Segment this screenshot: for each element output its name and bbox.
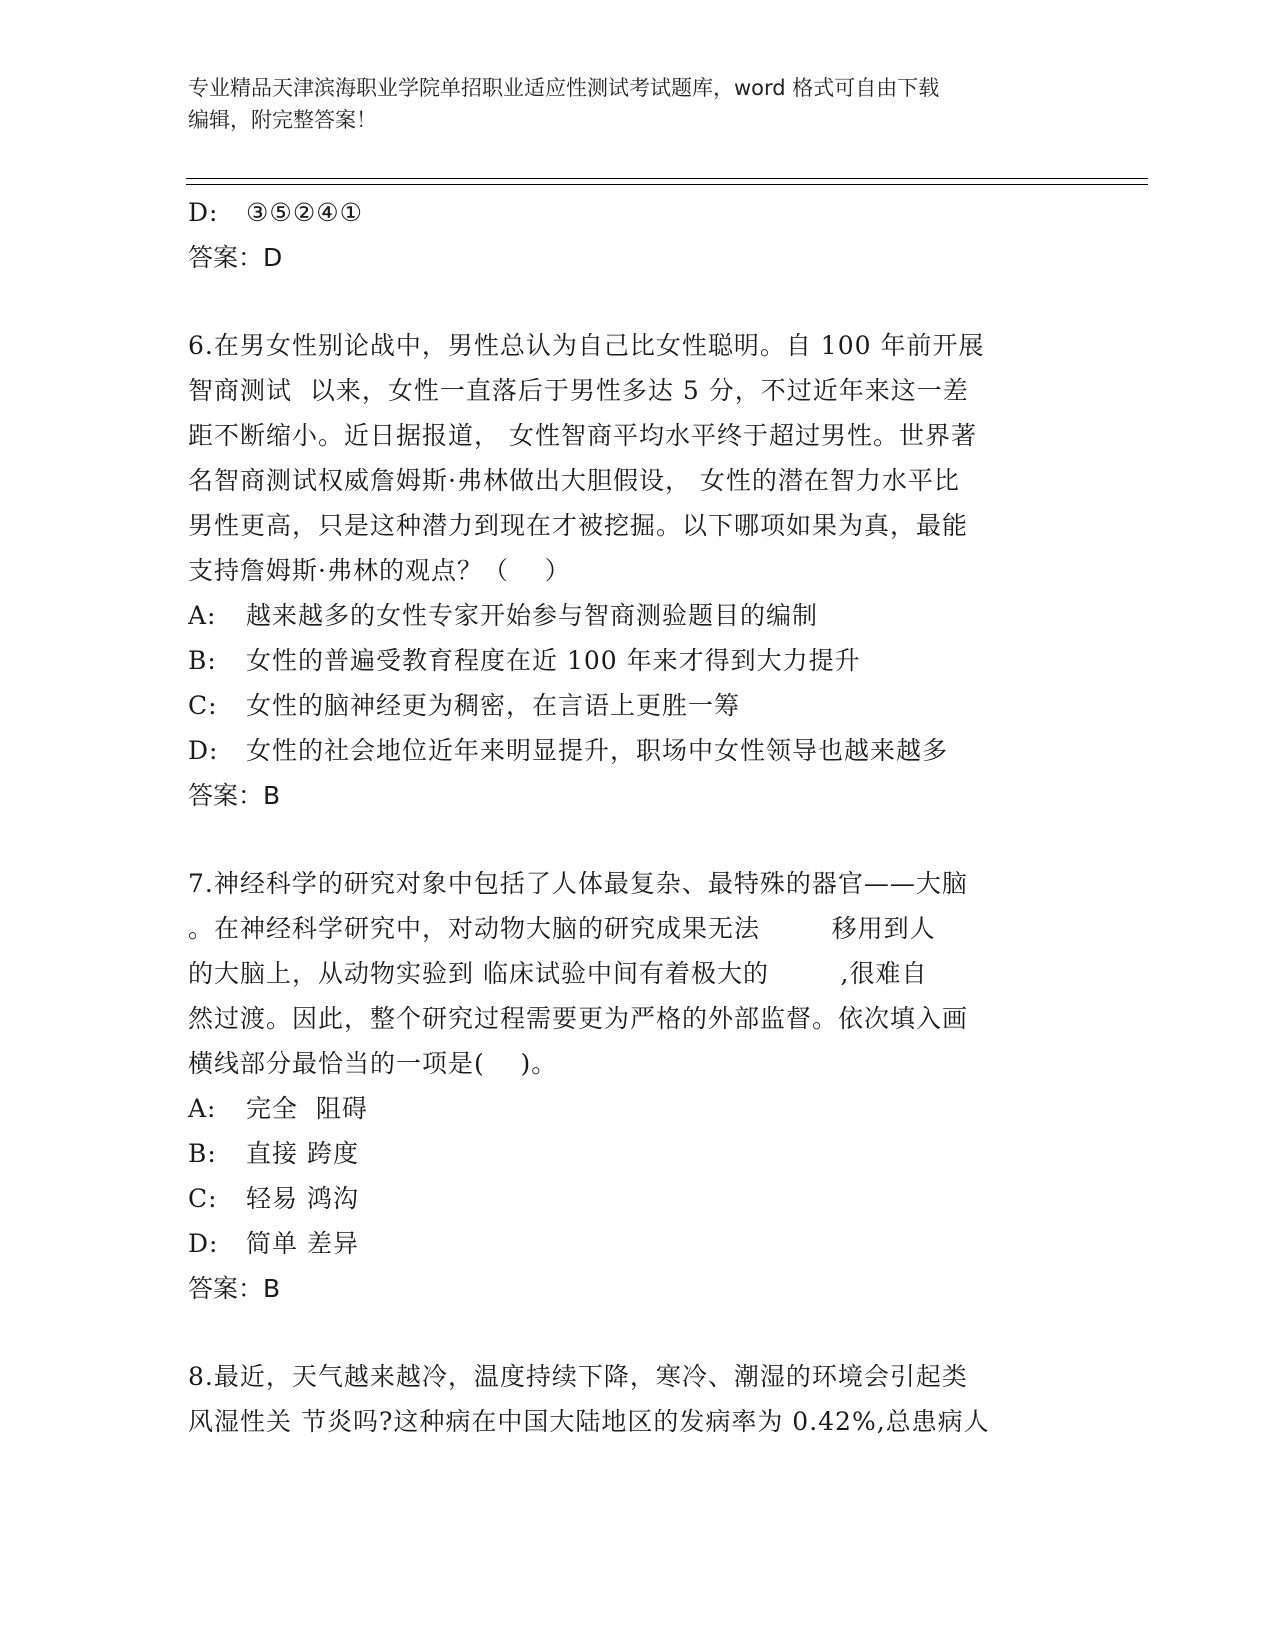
q6-line: 距不断缩小。近日据报道， 女性智商平均水平终于超过男性。世界著 bbox=[188, 421, 977, 450]
q6-line: 支持詹姆斯·弗林的观点？（ ） bbox=[188, 556, 571, 585]
option-label: D: bbox=[188, 198, 219, 227]
q5-answer: 答案：D bbox=[188, 243, 283, 272]
q7-option-b bbox=[188, 1131, 1088, 1176]
header-divider-top bbox=[186, 178, 1148, 179]
q6-line: 名智商测试权威詹姆斯·弗林做出大胆假设， 女性的潜在智力水平比 bbox=[188, 466, 960, 495]
q7-line: 然过渡。因此，整个研究过程需要更为严格的外部监督。依次填入画 bbox=[188, 1004, 969, 1033]
option-label: D: bbox=[188, 1229, 219, 1258]
page-header bbox=[188, 72, 1088, 136]
question-content bbox=[188, 190, 1088, 1444]
q6-line: 6.在男女性别论战中，男性总认为自己比女性聪明。自 100 年前开展 bbox=[188, 331, 985, 360]
header-divider-bottom bbox=[186, 184, 1148, 185]
option-label: C: bbox=[188, 1184, 218, 1213]
q7-line: 横线部分最恰当的一项是( )。 bbox=[188, 1049, 558, 1078]
option-label: A: bbox=[188, 601, 217, 630]
option-text: 直接 跨度 bbox=[246, 1139, 359, 1168]
option-label: B: bbox=[188, 646, 217, 675]
option-text: 越来越多的女性专家开始参与智商测验题目的编制 bbox=[246, 601, 819, 630]
option-text: 简单 差异 bbox=[246, 1229, 359, 1258]
option-text: 轻易 鸿沟 bbox=[246, 1184, 359, 1213]
q8-stem bbox=[188, 1354, 1068, 1444]
option-text: ③⑤②④① bbox=[246, 198, 364, 227]
header-line-2: 编辑，附完整答案！ bbox=[188, 108, 377, 132]
option-label: A: bbox=[188, 1094, 217, 1123]
q6-answer: 答案：B bbox=[188, 781, 281, 810]
q8-line: 风湿性关 节炎吗?这种病在中国大陆地区的发病率为 0.42%,总患病人 bbox=[188, 1407, 990, 1436]
q6-option-d bbox=[188, 728, 1088, 773]
q7-answer: 答案：B bbox=[188, 1274, 281, 1303]
q7-option-d bbox=[188, 1221, 1088, 1266]
option-label: D: bbox=[188, 736, 219, 765]
q6-line: 智商测试 以来，女性一直落后于男性多达 5 分，不过近年来这一差 bbox=[188, 376, 969, 405]
q6-line: 男性更高，只是这种潜力到现在才被挖掘。以下哪项如果为真，最能 bbox=[188, 511, 969, 540]
option-text: 完全 阻碍 bbox=[246, 1094, 368, 1123]
q7-stem bbox=[188, 861, 1068, 1086]
option-text: 女性的脑神经更为稠密，在言语上更胜一筹 bbox=[246, 691, 741, 720]
option-text: 女性的社会地位近年来明显提升，职场中女性领导也越来越多 bbox=[246, 736, 949, 765]
q7-line: 的大脑上，从动物实验到 临床试验中间有着极大的 ,很难自 bbox=[188, 959, 928, 988]
q6-option-a bbox=[188, 593, 1088, 638]
q7-option-c bbox=[188, 1176, 1088, 1221]
q6-stem bbox=[188, 323, 1068, 593]
q7-line: 7.神经科学的研究对象中包括了人体最复杂、最特殊的器官——大脑 bbox=[188, 869, 968, 898]
q7-option-a bbox=[188, 1086, 1088, 1131]
option-label: B: bbox=[188, 1139, 217, 1168]
header-line-1: 专业精品天津滨海职业学院单招职业适应性测试考试题库，word 格式可自由下载 bbox=[188, 76, 940, 100]
q5-option-d bbox=[188, 190, 1088, 235]
q7-line: 。在神经科学研究中，对动物大脑的研究成果无法 移用到人 bbox=[188, 914, 936, 943]
q6-option-c bbox=[188, 683, 1088, 728]
option-text: 女性的普遍受教育程度在近 100 年来才得到大力提升 bbox=[246, 646, 861, 675]
q8-line: 8.最近，天气越来越冷，温度持续下降，寒冷、潮湿的环境会引起类 bbox=[188, 1362, 968, 1391]
q6-option-b bbox=[188, 638, 1088, 683]
option-label: C: bbox=[188, 691, 218, 720]
